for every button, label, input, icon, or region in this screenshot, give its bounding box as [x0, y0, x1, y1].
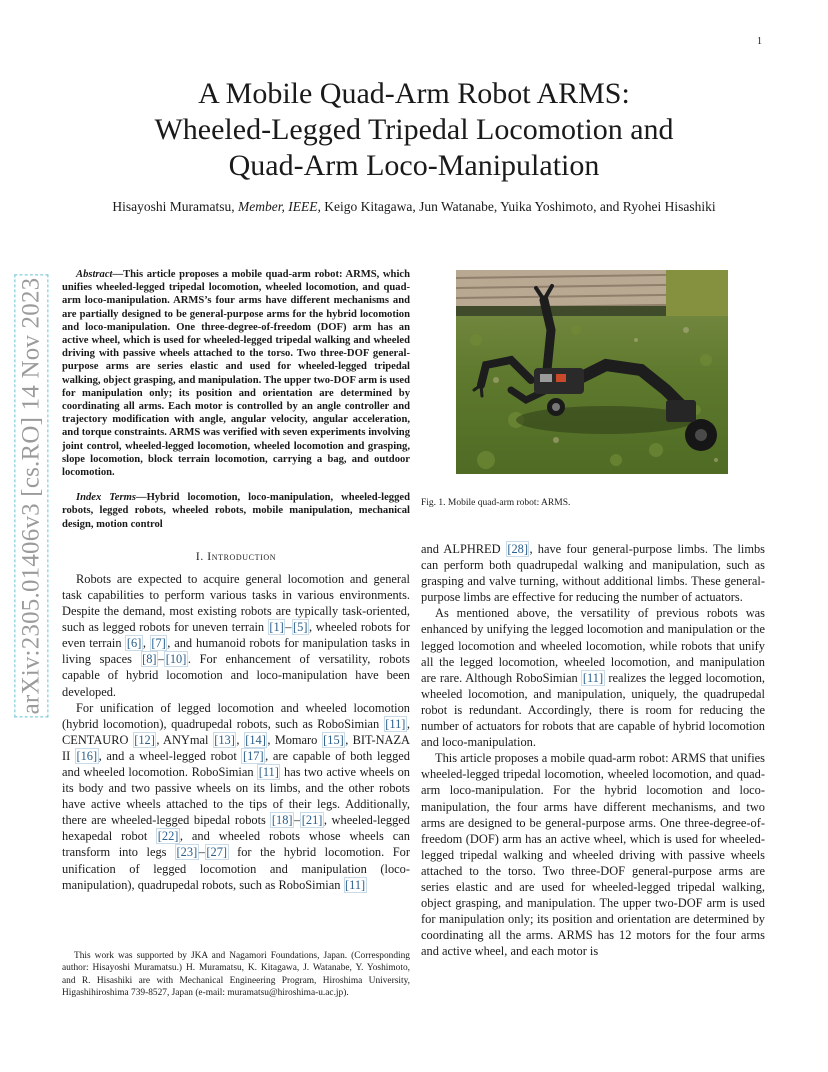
- arxiv-identifier[interactable]: [17, 252, 45, 739]
- text-run: , and humanoid robots for manipulation tasks in living spaces: [62, 636, 410, 667]
- page-number: 1: [757, 36, 762, 47]
- lead-author-role: Member, IEEE,: [238, 199, 321, 214]
- abstract: [62, 268, 410, 479]
- text-run: ,: [236, 732, 244, 747]
- citation-link[interactable]: [16]: [76, 748, 98, 763]
- section-heading-introduction: I. Introduction: [195, 550, 277, 563]
- text-run: Robots are expected to acquire general locomotion and general task capabilities to perform various tasks in various environments. Despite the demand, most existing robots are typically task-oriented, such as legged robots for uneven terrain: [62, 571, 410, 635]
- footnote-text: This work was supported by JKA and Nagamori Foundations, Japan. (Corresponding author: Hisayoshi Muramatsu.) H. Muramatsu, K. Kitagawa, J. Watanabe, Y. Yoshimoto, and R. Hisashiki are with Mechanical Engineering Program, Hiroshima University, Higashihiroshima 739-8527, Japan (e-mail: muramatsu@hiroshima-u.ac.jp).: [62, 951, 410, 998]
- author-list: [0, 199, 828, 215]
- text-run: –: [198, 845, 205, 860]
- text-run: , BIT-NAZA II: [62, 732, 410, 763]
- title-line-3: Quad-Arm Loco-Manipulation: [228, 149, 600, 182]
- citation-link[interactable]: [12]: [134, 732, 155, 747]
- citation-link[interactable]: [17]: [242, 748, 264, 763]
- intro-paragraph-1: [62, 571, 410, 700]
- title-line-1: A Mobile Quad-Arm Robot ARMS:: [198, 77, 630, 110]
- index-terms-text: —Hybrid locomotion, loco-manipulation, wheeled-legged robots, legged robots, wheeled robots, mobile manipulation, mechanical design, motion control: [62, 492, 410, 530]
- paper-title: [0, 76, 828, 184]
- citation-link[interactable]: [22]: [157, 829, 179, 844]
- abstract-text: —This article proposes a mobile quad-arm robot: ARMS, which unifies wheeled-legged tripedal locomotion, wheeled locomotion, and quad-arm loco-manipulation. ARMS’s four arms have different mechanisms and are partially designed to be general-purpose arms for the hybrid locomotion and loco-manipulation. One three-degree-of-freedom (DOF) arm has an active wheel, which is used for wheeled-legged tripedal walking and wheeled driving with passive wheels attached to the torso. Two three-DOF general-purpose arms are series elastic and used for wheeled-legged tripedal walking, object grasping, and manipulation. The upper two-DOF arm is used for manipulation only; its position and orientation are determined by coordinating all arms. Each motor is controlled by an angle controller and trajectory modification with angle, angular velocity, angular acceleration, and torque constraints. ARMS was verified with seven experiments involving joint control, wheeled-legged locomotion, wheeled locomotion and grasping, slope locomotion, block terrain locomotion, carrying a bag, and outdoor locomotion.: [62, 269, 410, 479]
- index-terms-label: Index Terms: [76, 492, 136, 504]
- citation-link[interactable]: [6]: [126, 636, 142, 651]
- citation-link[interactable]: [10]: [165, 652, 187, 667]
- index-terms: [62, 491, 410, 531]
- right-column: [421, 541, 765, 959]
- citation-link[interactable]: [15]: [323, 732, 344, 747]
- citation-link[interactable]: [14]: [245, 732, 266, 747]
- text-run: For unification of legged locomotion and wheeled locomotion (hybrid locomotion), quadrupedal robots, such as RoboSimian: [62, 700, 410, 731]
- text-run: ,: [142, 636, 150, 651]
- citation-link[interactable]: [8]: [142, 652, 157, 667]
- lead-author: Hisayoshi Muramatsu,: [112, 199, 235, 214]
- text-run: , ANYmal: [156, 732, 213, 747]
- arxiv-identifier-text: arXiv:2305.01406v3 [cs.RO] 14 Nov 2023: [17, 277, 45, 714]
- right-paragraph-2: [421, 605, 765, 750]
- text-run: , Momaro: [267, 732, 322, 747]
- citation-link[interactable]: [11]: [258, 764, 279, 779]
- citation-link[interactable]: [18]: [271, 813, 293, 828]
- footnote: [62, 950, 410, 999]
- right-paragraph-3: This article proposes a mobile quad-arm robot: ARMS that unifies wheeled-legged tripedal locomotion, wheeled locomotion, and quad-arm loco-manipulation. For the hybrid locomotion and loco-manipulation, the four arms have different mechanisms, and two arms are designed to be general-purpose arms. One three-degree-of-freedom (DOF) arm has an active wheel, which is used for wheeled-legged tripedal walking and wheeled driving with passive wheels attached to the torso. Two three-DOF general-purpose arms are series elastic and are used for wheeled-legged tripedal walking, object grasping, and manipulation. The upper two-DOF arm is used for manipulation only; its position and orientation are determined by coordinating all the arms. ARMS has 12 motors for the four arms and active wheel, and each motor is: [421, 751, 765, 959]
- text-run: , wheeled-legged hexapedal robot: [62, 813, 410, 844]
- text-run: As mentioned above, the versatility of previous robots was enhanced by unifying the legged locomotion and manipulation or the legged locomotion and wheeled locomotion, while robots that unify all the legged locomotion, wheeled locomotion, and manipulation are rare. Although RoboSimian: [421, 606, 765, 685]
- citation-link[interactable]: [27]: [206, 845, 228, 860]
- text-run: has two active wheels on its body and two passive wheels on its limbs, and the other robots have active wheels attached to the tips of their legs. Additionally, there are wheeled-legged bipedal robots: [62, 764, 410, 828]
- text-run: and ALPHRED: [421, 542, 506, 556]
- text-run: . For enhancement of versatility, robots capable of hybrid locomotion and loco-manipulation have been developed.: [62, 652, 410, 699]
- right-paragraph-1: [421, 541, 765, 605]
- text-run: , and wheeled robots whose wheels can transform into legs: [62, 829, 411, 860]
- citation-link[interactable]: [11]: [345, 877, 366, 892]
- text-run: , and a wheel-legged robot: [98, 748, 242, 763]
- citation-link[interactable]: [28]: [507, 542, 528, 556]
- citation-link[interactable]: [21]: [301, 813, 323, 828]
- citation-link[interactable]: [11]: [385, 716, 406, 731]
- text-run: realizes the legged locomotion, wheeled locomotion, and manipulation, uniquely, the quadrupedal robot is redundant. Accordingly, there is room for reducing the number of actuators for robots that are capable of hybrid locomotion and loco-manipulation.: [421, 670, 765, 750]
- intro-paragraph-2: [62, 700, 410, 893]
- text-run: , have four general-purpose limbs. The limbs can perform both quadrupedal walking and manipulation, such as grasping and valve turning, without additional limbs. These general-purpose limbs are effective for reducing the number of actuators.: [421, 542, 766, 605]
- citation-link[interactable]: [7]: [151, 636, 166, 651]
- text-run: –: [294, 813, 301, 828]
- citation-link[interactable]: [5]: [293, 620, 308, 635]
- figure-1-caption: Fig. 1. Mobile quad-arm robot: ARMS.: [421, 498, 571, 508]
- text-run: , are capable of both legged and wheeled locomotion. RoboSimian: [62, 748, 410, 779]
- citation-link[interactable]: [23]: [176, 845, 198, 860]
- text-run: –: [158, 652, 165, 667]
- text-run: , wheeled robots for even terrain: [62, 620, 410, 651]
- co-authors: Keigo Kitagawa, Jun Watanabe, Yuika Yoshimoto, and Ryohei Hisashiki: [324, 199, 716, 214]
- robot-photo-illustration: [456, 270, 728, 474]
- text-run: for the hybrid locomotion. For unification of legged locomotion and manipulation (loco-manipulation), quadrupedal robots, such as RoboSimian: [62, 845, 410, 892]
- abstract-label: Abstract: [76, 269, 113, 280]
- citation-link[interactable]: [13]: [214, 732, 235, 747]
- left-column: [62, 268, 410, 893]
- citation-link[interactable]: [11]: [582, 670, 604, 685]
- citation-link[interactable]: [1]: [269, 620, 284, 635]
- text-run: –: [285, 620, 292, 635]
- figure-1-photo: [456, 270, 728, 474]
- title-line-2: Wheeled-Legged Tripedal Locomotion and: [154, 113, 674, 146]
- text-run: , CENTAURO: [62, 716, 410, 747]
